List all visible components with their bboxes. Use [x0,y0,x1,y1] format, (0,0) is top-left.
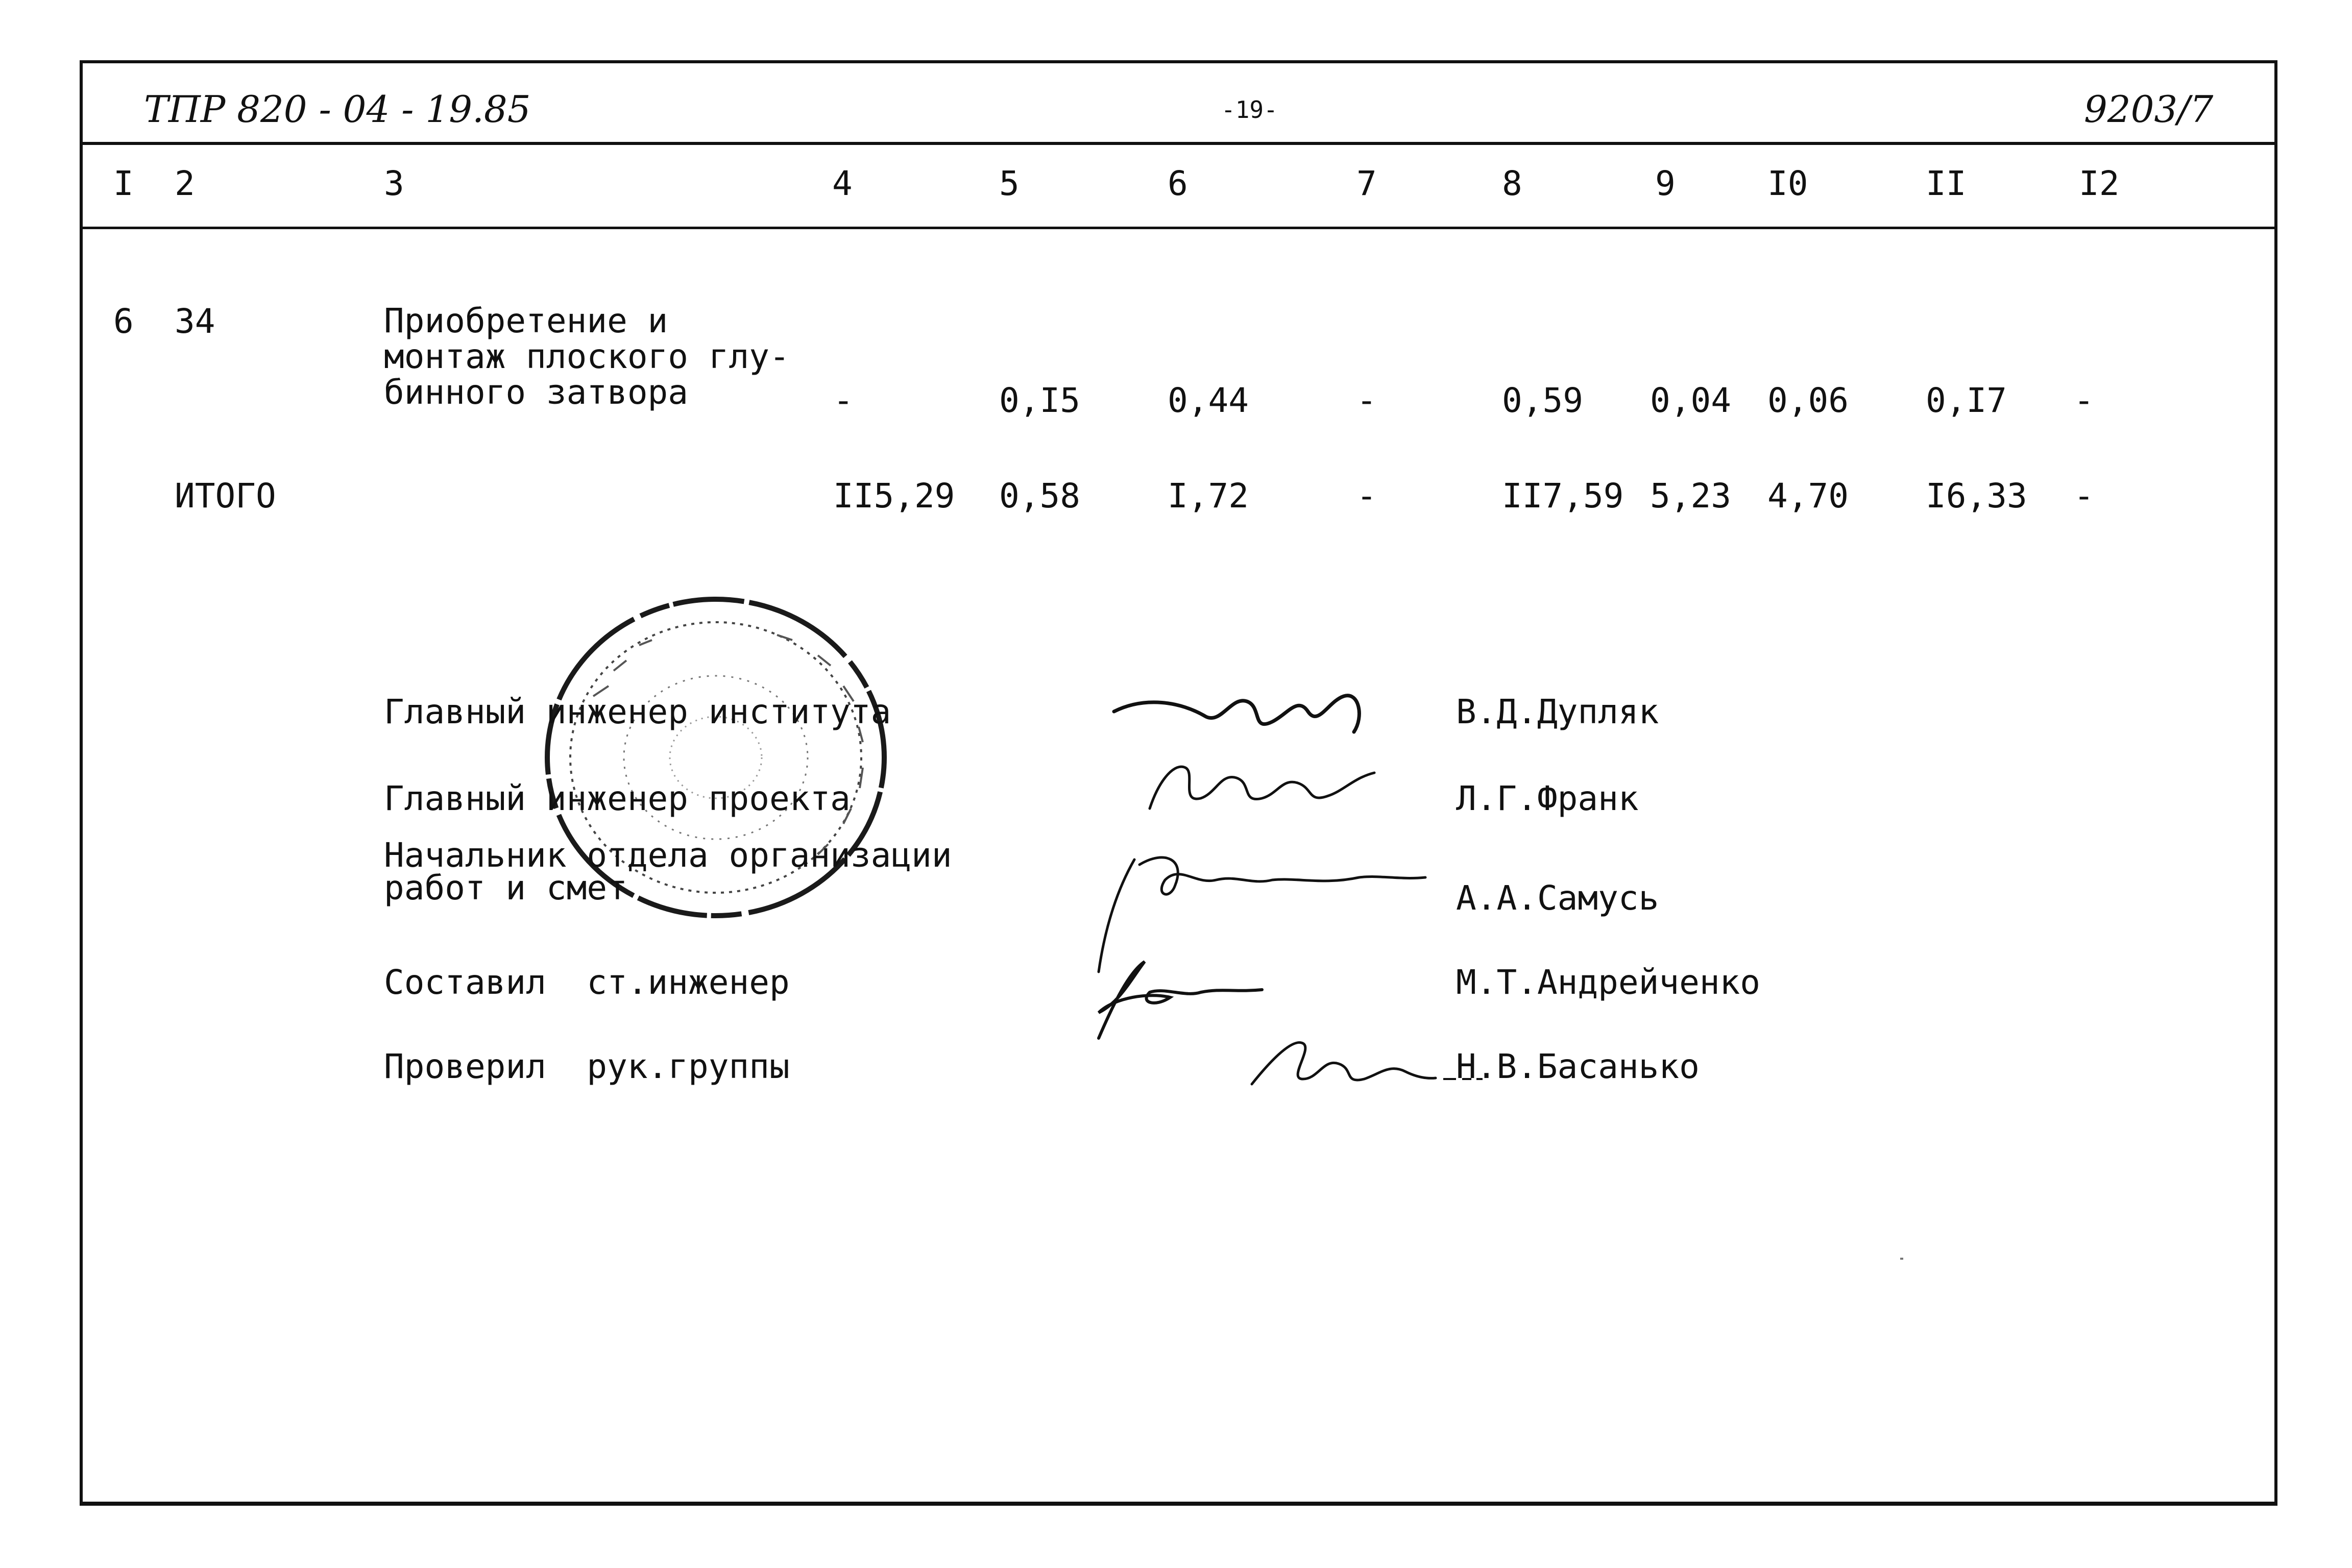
handwritten-signature-5 [1242,1023,1487,1105]
row-value-col6: 0,44 [1168,381,1249,420]
total-value-col4: II5,29 [833,476,955,516]
col-header-11: II [1926,164,1967,203]
total-value-col11: I6,33 [1926,476,2027,516]
handwritten-signature-2 [1129,747,1395,824]
total-label: ИТОГО [175,476,276,516]
signatory-role-1: Главный инженер института [384,692,891,731]
col-header-12: I2 [2079,164,2120,203]
row-value-col8: 0,59 [1502,381,1583,420]
row-value-col7: - [1356,381,1377,420]
row-value-col12: - [2074,381,2094,420]
total-value-col5: 0,58 [999,476,1080,516]
document-code: ТПР 820 - 04 - 19.85 [144,88,531,131]
row-value-col4: - [833,381,854,420]
document-sheet [80,60,2277,1506]
col-header-5: 5 [999,164,1020,203]
column-header-divider [83,227,2274,229]
col-header-10: I0 [1767,164,1808,203]
signatory-role-3: Начальник отдела организации работ и смет [384,836,952,908]
row-description-line-2: монтаж плоского глу- [384,337,790,376]
col-header-6: 6 [1168,164,1188,203]
col-header-7: 7 [1356,164,1377,203]
row-description-line-1: Приобретение и [384,301,668,340]
col-header-4: 4 [832,164,853,203]
signatory-name-4: М.Т.Андрейченко [1456,963,1761,1002]
signatory-role-5: Проверил рук.группы [384,1047,790,1086]
signatory-name-1: В.Д.Дупляк [1456,692,1659,731]
col-header-2: 2 [175,164,195,203]
col-header-3: 3 [384,164,404,203]
total-value-col12: - [2074,476,2094,516]
total-value-col6: I,72 [1168,476,1249,516]
signatory-name-5: Н.В.Басанько [1456,1047,1700,1086]
total-value-col10: 4,70 [1767,476,1849,516]
archive-number: 9203/7 [2084,88,2214,131]
row-value-col11: 0,I7 [1926,381,2007,420]
signatory-role-2: Главный инженер проекта [384,779,851,818]
row-description-line-3: бинного затвора [384,373,689,412]
page-number: -19- [1221,96,1278,124]
row-value-col5: 0,I5 [999,381,1080,420]
scan-speck [1900,1258,1903,1260]
row-value-col9: 0,04 [1650,381,1731,420]
col-header-8: 8 [1502,164,1522,203]
total-value-col8: II7,59 [1502,476,1624,516]
signatory-role-4: Составил ст.инженер [384,963,790,1002]
header-divider [83,142,2274,145]
handwritten-signature-1 [1104,666,1390,752]
total-value-col9: 5,23 [1650,476,1731,516]
signatory-name-2: Л.Г.Франк [1456,779,1639,818]
row-number: 6 [113,302,134,341]
signatory-name-3: А.А.Самусь [1456,878,1659,918]
col-header-9: 9 [1655,164,1676,203]
row-value-col10: 0,06 [1767,381,1849,420]
total-value-col7: - [1356,476,1377,516]
col-header-1: I [113,164,134,203]
row-code: 34 [175,302,215,341]
